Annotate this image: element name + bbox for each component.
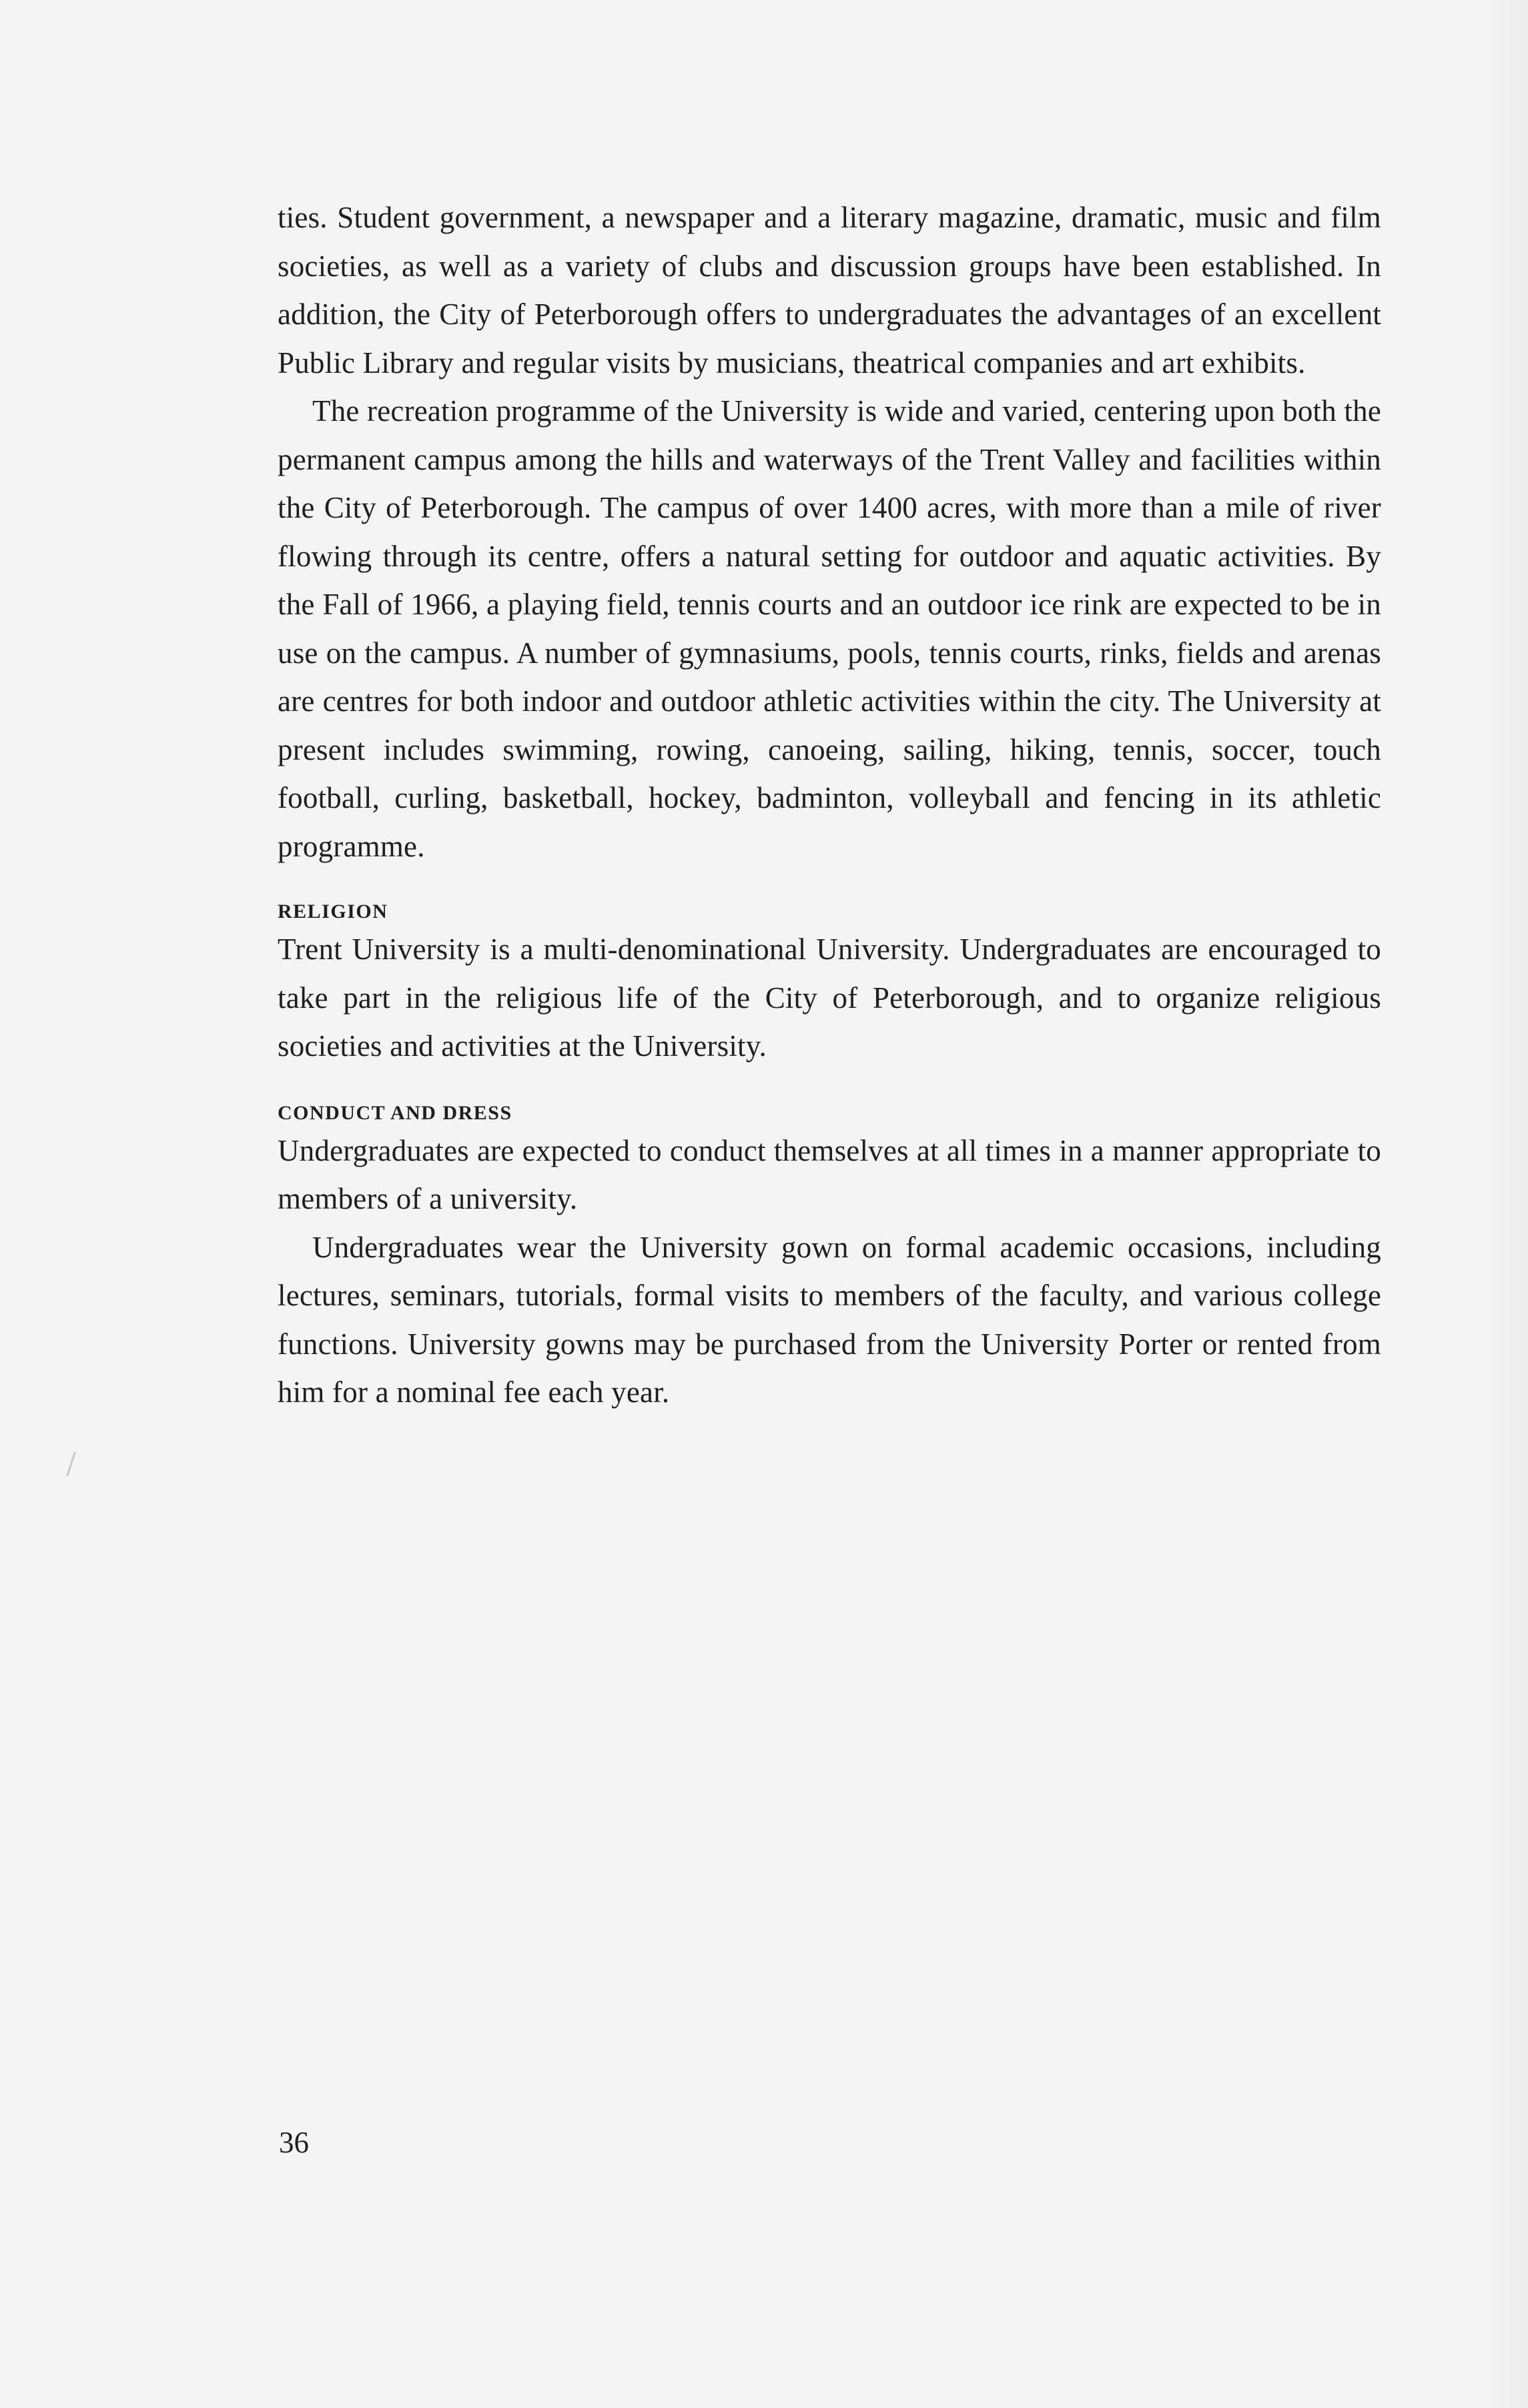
recreation-paragraph: The recreation programme of the University is wide and varied, centering upon both the permanent campus among the hills and waterways of the Trent Valley and facilities within the City of Peterborough. The campus of over 1400 acres, with more than a mile of river flowing through its centre, offers a natural setting for outdoor and aquatic activities. By the Fall of 1966, a playing field, tennis courts and an outdoor ice rink are expected to be in use on the campus. A number of gymnasiums, pools, tennis courts, rinks, fields and arenas are centres for both indoor and outdoor athletic activities within the city. The University at present includes swimming, rowing, canoeing, sailing, hiking, tennis, soccer, touch football, curling, basketball, hockey, badminton, volleyball and fencing in its athletic programme. (278, 394, 1381, 863)
document-body (278, 193, 1381, 1417)
conduct-paragraph: Undergraduates are expected to conduct themselves at all times in a manner appropriate to members of a university. (278, 1133, 1381, 1215)
page-edge-shadow (1481, 0, 1528, 2408)
scan-mark (66, 1451, 76, 1476)
section-heading-conduct-and-dress: CONDUCT AND DRESS (278, 1101, 512, 1124)
section-heading-religion: RELIGION (278, 900, 388, 923)
student-activities-paragraph: ties. Student government, a newspaper and a literary magazine, dramatic, music and film societies, as well as a variety of clubs and discussion groups have been established. In addition, the City of Peterborough offers to undergraduates the advantages of an excellent Public Library and regular visits by musicians, theatrical companies and art exhibits. (278, 201, 1381, 380)
academic-gown-paragraph: Undergraduates wear the University gown on formal academic occasions, including lectures, seminars, tutorials, formal visits to members of the faculty, and various college functions. University gowns may be purchased from the University Porter or rented from him for a nominal fee each year. (278, 1230, 1381, 1409)
religion-paragraph: Trent University is a multi-denominational University. Undergraduates are encouraged to take part in the religious life of the City of Peterborough, and to organize religious societies and activities at the University. (278, 933, 1381, 1063)
page-number: 36 (279, 2126, 309, 2159)
